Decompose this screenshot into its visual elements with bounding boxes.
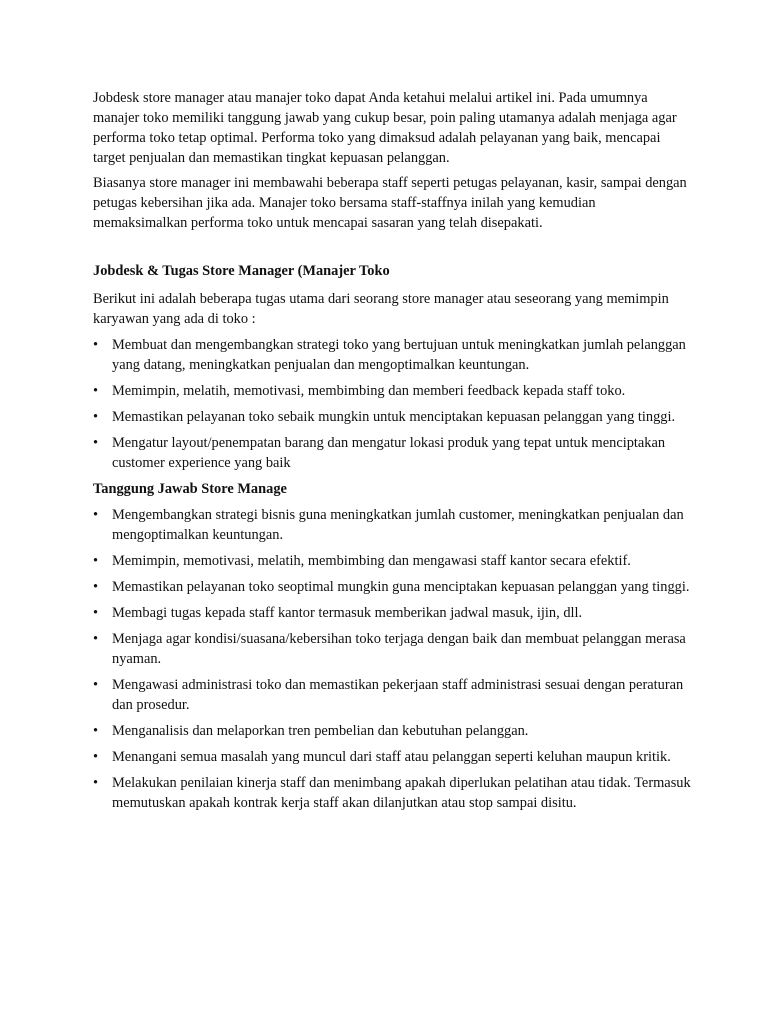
bullet-icon: • [93,605,99,621]
bullet-icon: • [93,723,99,739]
list-item-text: Melakukan penilaian kinerja staff dan menimbang apakah diperlukan pelatihan atau tidak. Termasuk memutuskan apakah kontrak kerja staff akan dilanjutkan atau stop sampai disitu. [112,775,691,811]
list-item [93,577,693,597]
list-item [93,747,693,767]
list-item [93,551,693,571]
bullet-icon: • [93,631,99,647]
list-item [93,629,693,669]
bullet-icon: • [93,677,99,693]
bullet-icon: • [93,409,99,425]
list-item-text: Membagi tugas kepada staff kantor termasuk memberikan jadwal masuk, ijin, dll. [112,605,583,621]
intro-paragraph-1: Jobdesk store manager atau manajer toko dapat Anda ketahui melalui artikel ini. Pada umumnya manajer toko memiliki tanggung jawab yang cukup besar, poin paling utamanya adalah menjaga agar performa toko tetap optimal. Performa toko yang dimaksud adalah pelayanan yang baik, mencapai target penjualan dan memastikan tingkat kepuasan pelanggan. [93,90,677,166]
bullet-icon: • [93,435,99,451]
list-item-text: Menganalisis dan melaporkan tren pembelian dan kebutuhan pelanggan. [112,723,529,739]
list-item [93,407,693,427]
list-item-text: Membuat dan mengembangkan strategi toko yang bertujuan untuk meningkatkan jumlah pelanggan yang datang, meningkatkan penjualan dan mengoptimalkan keuntungan. [112,337,686,373]
list-item-text: Memastikan pelayanan toko sebaik mungkin untuk menciptakan kepuasan pelanggan yang tinggi. [112,409,676,425]
section-intro: Berikut ini adalah beberapa tugas utama dari seorang store manager atau seseorang yang memimpin karyawan yang ada di toko : [93,291,669,327]
list-item [93,335,693,375]
section-heading-jobdesk: Jobdesk & Tugas Store Manager (Manajer Toko [93,263,390,279]
bullet-icon: • [93,775,99,791]
bullet-icon: • [93,749,99,765]
bullet-icon: • [93,553,99,569]
bullet-icon: • [93,337,99,353]
list-item [93,433,693,473]
list-item-text: Mengawasi administrasi toko dan memastikan pekerjaan staff administrasi sesuai dengan peraturan dan prosedur. [112,677,684,713]
list-item-text: Menjaga agar kondisi/suasana/kebersihan toko terjaga dengan baik dan membuat pelanggan merasa nyaman. [112,631,686,667]
document-body [93,88,693,819]
list-item [93,675,693,715]
bullet-icon: • [93,383,99,399]
list-item-text: Mengembangkan strategi bisnis guna meningkatkan jumlah customer, meningkatkan penjualan dan mengoptimalkan keuntungan. [112,507,684,543]
list-item [93,773,693,813]
list-item [93,721,693,741]
list-item-text: Menangani semua masalah yang muncul dari staff atau pelanggan seperti keluhan maupun kritik. [112,749,671,765]
list-item-text: Memastikan pelayanan toko seoptimal mungkin guna menciptakan kepuasan pelanggan yang tinggi. [112,579,690,595]
list-item [93,505,693,545]
bullet-icon: • [93,579,99,595]
list-item-text: Memimpin, melatih, memotivasi, membimbing dan memberi feedback kepada staff toko. [112,383,626,399]
intro-paragraph-2: Biasanya store manager ini membawahi beberapa staff seperti petugas pelayanan, kasir, sampai dengan petugas kebersihan jika ada. Manajer toko bersama staff-staffnya inilah yang kemudian memaksimalkan performa toko untuk mencapai sasaran yang telah disepakati. [93,175,687,231]
section-heading-responsibilities: Tanggung Jawab Store Manage [93,481,287,497]
list-item [93,381,693,401]
jobdesk-list [93,335,693,473]
list-item [93,603,693,623]
responsibilities-list [93,505,693,813]
list-item-text: Memimpin, memotivasi, melatih, membimbing dan mengawasi staff kantor secara efektif. [112,553,631,569]
list-item-text: Mengatur layout/penempatan barang dan mengatur lokasi produk yang tepat untuk menciptakan customer experience yang baik [112,435,666,471]
bullet-icon: • [93,507,99,523]
